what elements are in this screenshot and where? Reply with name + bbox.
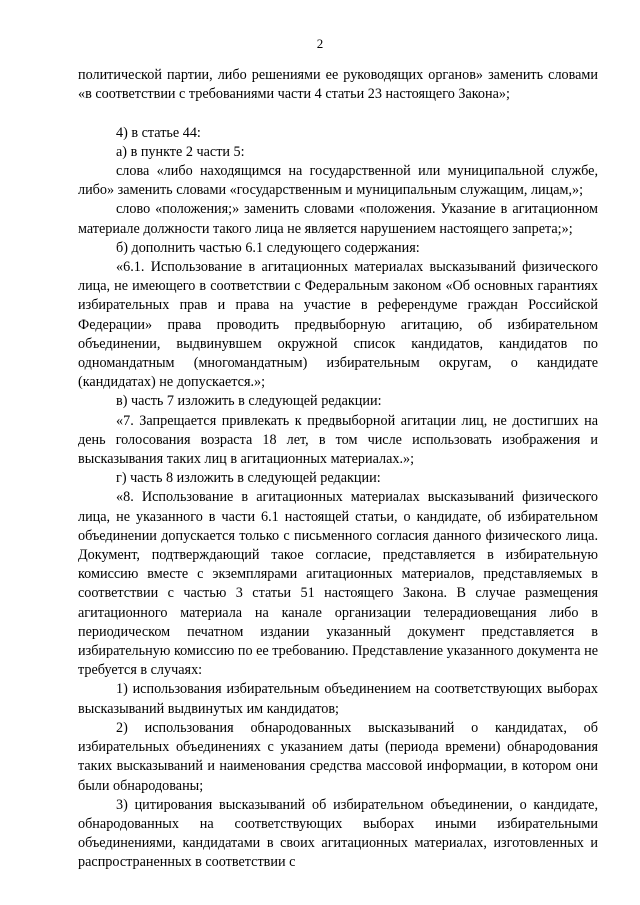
paragraph: 3) цитирования высказываний об избирательном объединении, о кандидате, обнародованных на соответствующих выборах иными избирательными объединениями, кандидатами в своих агитационных материалах, изготовленных и распространенных в соответствии с	[78, 796, 598, 871]
paragraph: а) в пункте 2 части 5:	[116, 143, 245, 160]
paragraph: в) часть 7 изложить в следующей редакции:	[116, 393, 382, 410]
paragraph: 4) в статье 44:	[116, 124, 201, 141]
paragraph: б) дополнить частью 6.1 следующего содержания:	[116, 239, 420, 256]
paragraph: г) часть 8 изложить в следующей редакции:	[116, 470, 381, 487]
paragraph: 2) использования обнародованных высказываний о кандидатах, об избирательных объединениях с указанием даты (периода времени) обнародования таких высказываний и наименования средства массовой информации, в котором они были обнародованы;	[78, 719, 598, 794]
paragraph: «7. Запрещается привлекать к предвыборной агитации лиц, не достигших на день голосования возраста 18 лет, в том числе использовать изображения и высказывания таких лиц в агитационных материалах.»;	[78, 412, 598, 468]
paragraph: 1) использования избирательным объединением на соответствующих выборах высказываний выдвинутых им кандидатов;	[78, 681, 598, 717]
paragraph: «8. Использование в агитационных материалах высказываний физического лица, не указанного в части 6.1 настоящей статьи, о кандидате, об избирательном объединении допускается только с письменного согласия данного физического лица. Документ, подтверждающий такое согласие, представляется в избирательную комиссию вместе с экземплярами агитационных материалов, представляемых в соответствии с частью 3 статьи 51 настоящего Закона. В случае размещения агитационного материала на канале организации телерадиовещания либо в периодическом печатном издании указанный документ представляется в избирательную комиссию по ее требованию. Представление указанного документа не требуется в случаях:	[78, 489, 598, 679]
document-body	[78, 66, 598, 873]
page-number: 2	[316, 36, 324, 51]
paragraph: слово «положения;» заменить словами «положения. Указание в агитационном материале должности такого лица не является нарушением настоящего запрета;»;	[78, 201, 598, 237]
paragraph: слова «либо находящимся на государственной или муниципальной службе, либо» заменить словами «государственным и муниципальным служащим, лицам,»;	[78, 163, 598, 199]
paragraph: «6.1. Использование в агитационных материалах высказываний физического лица, не имеющего в соответствии с Федеральным законом «Об основных гарантиях избирательных прав и права на участие в референдуме граждан Российской Федерации» права проводить предвыборную агитацию, об избирательном объединении, выдвинувшем окружной список кандидатов, кандидатов по одномандатным (многомандатным) избирательным округам, о кандидате (кандидатах) не допускается.»;	[78, 259, 598, 391]
paragraph: политической партии, либо решениями ее руководящих органов» заменить словами «в соответствии с требованиями части 4 статьи 23 настоящего Закона»;	[78, 67, 598, 103]
